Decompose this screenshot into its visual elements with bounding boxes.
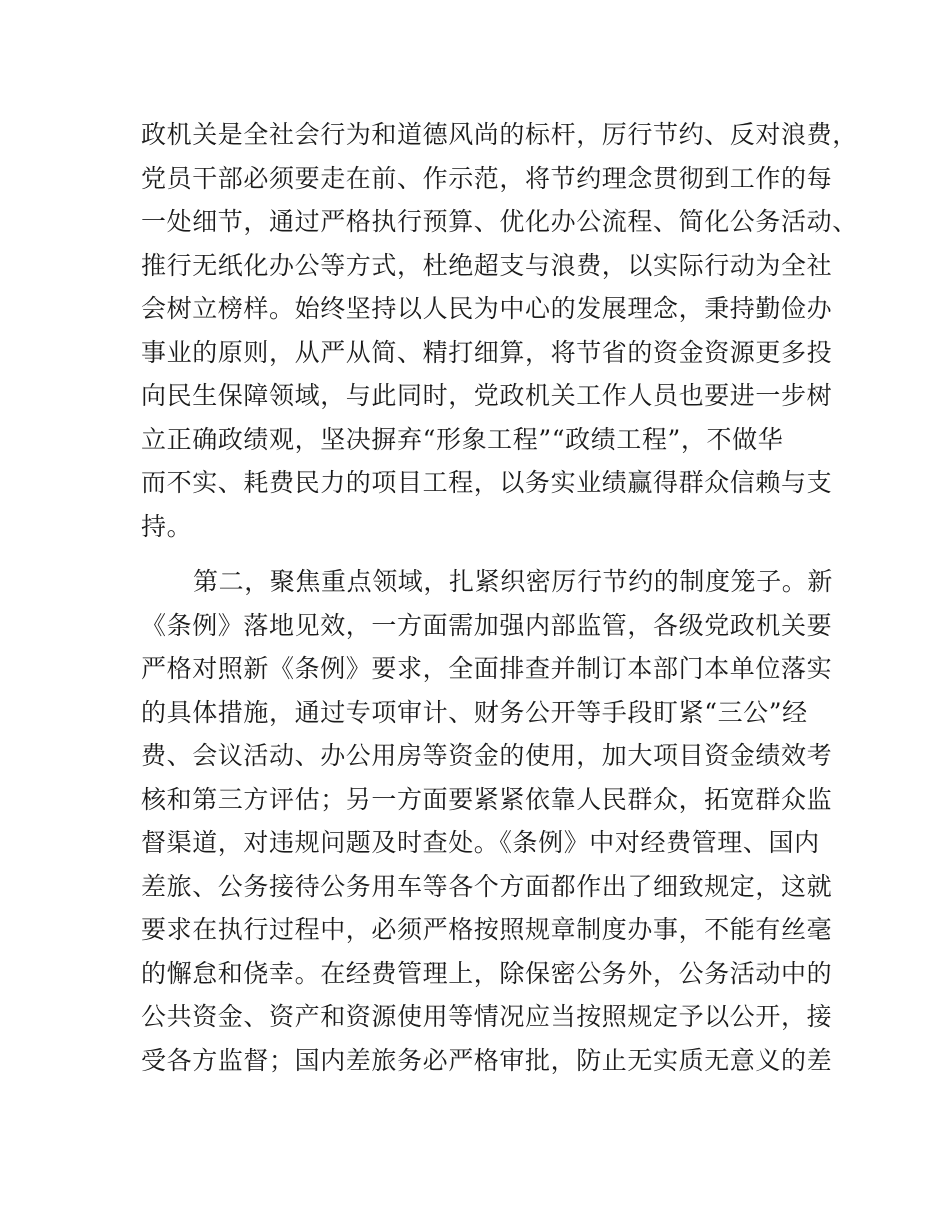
text-line-indented: 第二，聚焦重点领域，扎紧织密厉行节约的制度笼子。新: [193, 567, 834, 596]
text-line: 《条例》落地见效，一方面需加强内部监管，各级党政机关要: [141, 610, 833, 640]
text-line: 公共资金、资产和资源使用等情况应当按照规定予以公开，接: [141, 1002, 833, 1031]
text-line: 受各方监督；国内差旅务必严格审批，防止无实质无意义的差: [141, 1045, 833, 1075]
text-line: 推行无纸化办公等方式，杜绝超支与浪费，以实际行动为全社: [141, 250, 833, 280]
text-line: 差旅、公务接待公务用车等各个方面都作出了细致规定，这就: [141, 871, 833, 901]
text-line: 党员干部必须要走在前、作示范，将节约理念贯彻到工作的每: [141, 163, 833, 193]
text-line: 政机关是全社会行为和道德风尚的标杆，厉行节约、反对浪费，: [141, 120, 858, 149]
text-line: 立正确政绩观，坚决摒弃“形象工程”“政绩工程”，不做华: [141, 424, 784, 454]
text-line: 事业的原则，从严从简、精打细算，将节省的资金资源更多投: [141, 337, 833, 367]
text-line: 严格对照新《条例》要求，全面排查并制订本部门本单位落实: [141, 654, 833, 683]
text-line: 而不实、耗费民力的项目工程，以务实业绩赢得群众信赖与支: [141, 468, 833, 497]
text-line: 费、会议活动、办公用房等资金的使用，加大项目资金绩效考: [141, 741, 833, 770]
text-line: 会树立榜样。始终坚持以人民为中心的发展理念，秉持勤俭办: [141, 294, 833, 323]
text-line: 要求在执行过程中，必须严格按照规章制度办事，不能有丝毫: [141, 915, 833, 944]
text-line: 的具体措施，通过专项审计、财务公开等手段盯紧“三公”经: [141, 697, 808, 727]
text-line: 督渠道，对违规问题及时查处。《条例》中对经费管理、国内: [141, 828, 820, 857]
document-body: [141, 113, 858, 1082]
text-line: 一处细节，通过严格执行预算、优化办公流程、简化公务活动、: [141, 207, 858, 236]
text-line: 的懈怠和侥幸。在经费管理上，除保密公务外，公务活动中的: [141, 958, 833, 988]
text-line: 持。: [141, 511, 193, 541]
text-line: 向民生保障领域，与此同时，党政机关工作人员也要进一步树: [141, 381, 833, 410]
paragraph-1: [141, 113, 858, 548]
paragraph-spacer: [141, 548, 813, 560]
paragraph-2: [141, 560, 834, 1082]
text-line: 核和第三方评估；另一方面要紧紧依靠人民群众，拓宽群众监: [141, 784, 833, 814]
